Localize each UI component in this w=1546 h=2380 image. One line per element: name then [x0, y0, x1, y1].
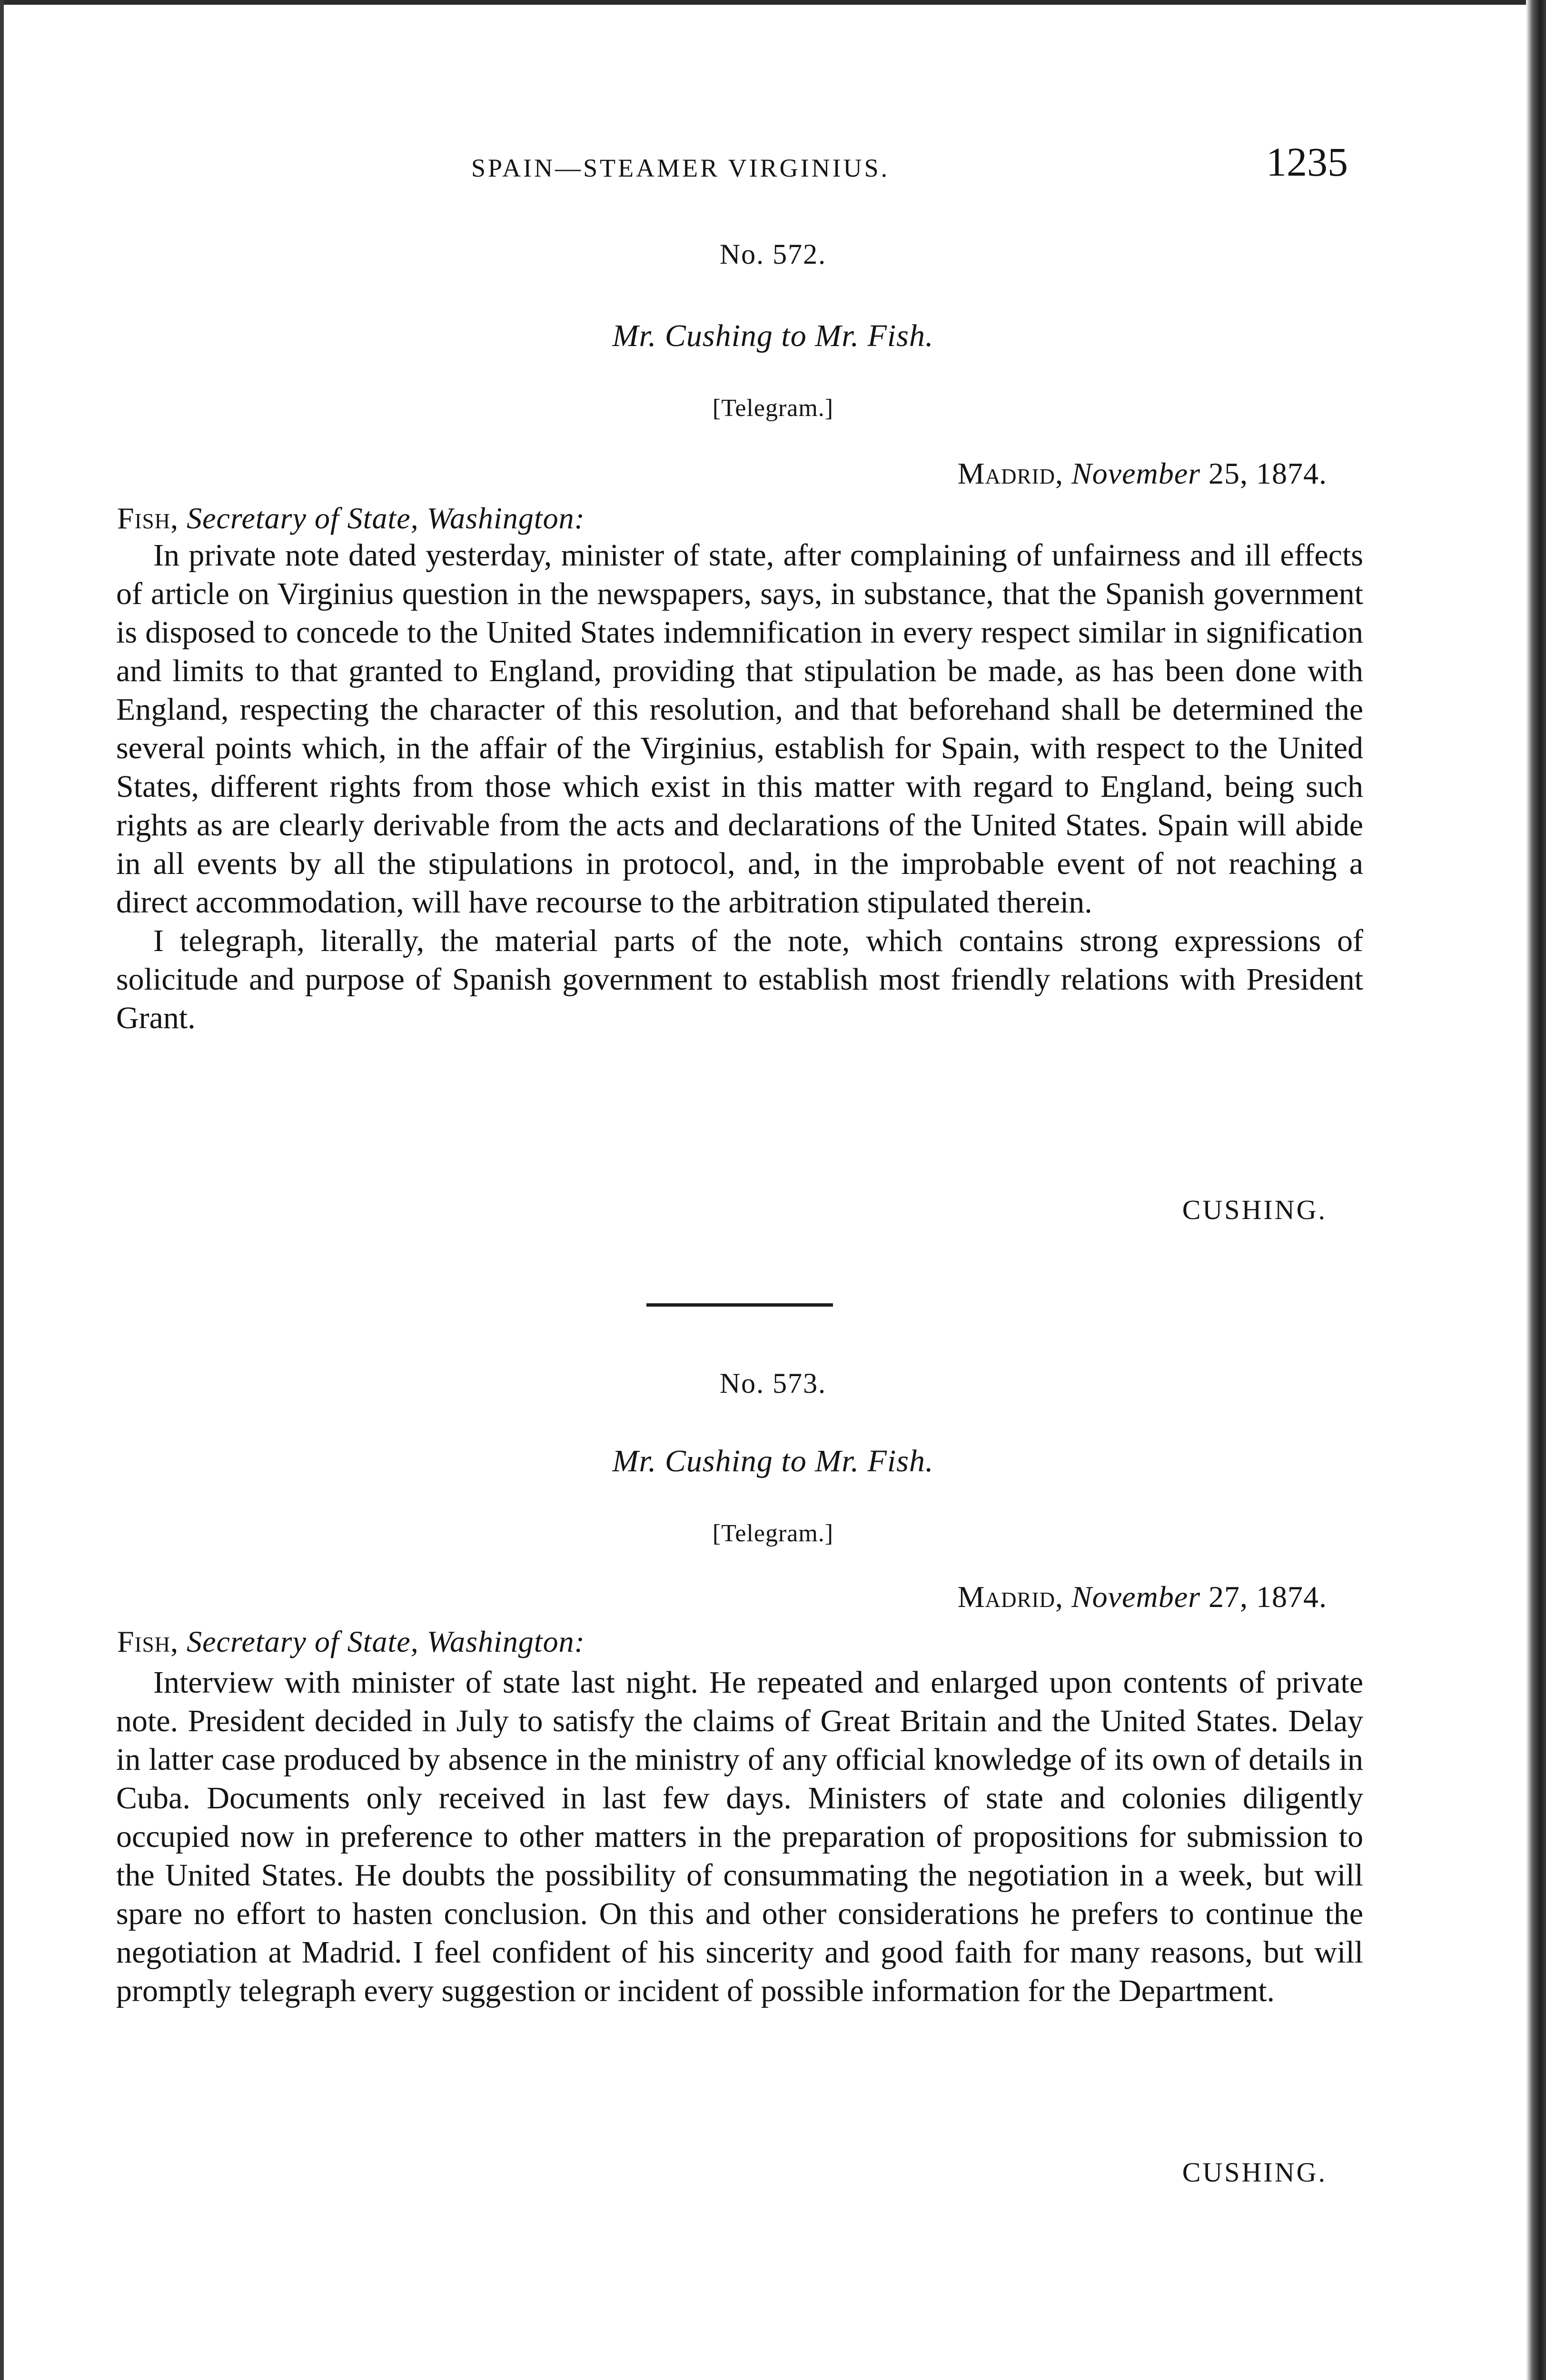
dateline-month: November: [1071, 1580, 1200, 1614]
page-top-edge: [0, 0, 1546, 5]
page-left-edge: [0, 0, 4, 2380]
section-separator: [646, 1303, 833, 1307]
page-number: 1235: [1266, 139, 1348, 185]
addressee-name: Fish,: [117, 1625, 179, 1658]
document-number: No. 572.: [719, 238, 827, 270]
document-body: [116, 1663, 1363, 2010]
addressee-city: Washington:: [426, 501, 585, 535]
running-title: SPAIN—STEAMER VIRGINIUS.: [471, 154, 890, 182]
addressee-name: Fish,: [117, 501, 179, 535]
body-paragraph: Interview with minister of state last night. He repeated and enlarged upon contents of private note. President decided in July to satisfy the claims of Great Britain and the United States. Delay in latter case produced by absence in the ministry of any official knowledge of its own of details in Cuba. Documents only received in last few days. Ministers of state and colonies diligently occupied now in preference to other matters in the preparation of propositions for submission to the United States. He doubts the possibility of consummating the negotiation in a week, but will spare no effort to hasten conclusion. On this and other considerations he prefers to continue the negotiation at Madrid. I feel confident of his sincerity and good faith for many reasons, but will promptly telegraph every suggestion or incident of possible information for the Department.: [116, 1665, 1363, 2008]
signature: CUSHING.: [1182, 2157, 1327, 2188]
dateline-month: November: [1071, 456, 1200, 490]
signature: CUSHING.: [1182, 1194, 1327, 1225]
document-heading: Mr. Cushing to Mr. Fish.: [612, 1444, 934, 1478]
addressee-title: Secretary of State,: [187, 501, 419, 535]
dateline-place: Madrid,: [957, 456, 1063, 490]
document-type: [Telegram.]: [712, 1520, 834, 1547]
document-heading: Mr. Cushing to Mr. Fish.: [612, 318, 934, 353]
dateline-day-year: 27, 1874.: [1209, 1580, 1327, 1614]
body-paragraph: I telegraph, literally, the material parts of the note, which contains strong expressions of solicitude and purpose of Spanish government to establish most friendly relations with President Grant.: [116, 923, 1363, 1035]
dateline: [958, 456, 1327, 491]
document-number: No. 573.: [719, 1368, 827, 1399]
body-paragraph: In private note dated yesterday, minister of state, after complaining of unfairness and ill effects of article on Virginius question in the newspapers, says, in substance, that the Spanish government is disposed to concede to the United States indemnification in every respect similar in signification and limits to that granted to England, providing that stipulation be made, as has been done with England, respecting the character of this resolution, and that beforehand shall be determined the several points which, in the affair of the Virginius, establish for Spain, with respect to the United States, different rights from those which exist in this matter with regard to England, being such rights as are clearly derivable from the acts and declarations of the United States. Spain will abide in all events by all the stipulations in protocol, and, in the improbable event of not reaching a direct accommodation, will have recourse to the arbitration stipulated therein.: [116, 538, 1363, 920]
book-spine-edge: [1526, 0, 1546, 2380]
document-type: [Telegram.]: [712, 395, 834, 422]
dateline-day-year: 25, 1874.: [1209, 456, 1327, 490]
dateline-place: Madrid,: [957, 1580, 1063, 1614]
document-body: [116, 536, 1363, 1037]
addressee: [117, 501, 585, 536]
dateline: [958, 1579, 1327, 1615]
addressee-title: Secretary of State,: [187, 1625, 419, 1658]
addressee-city: Washington:: [426, 1625, 585, 1658]
addressee: [117, 1624, 585, 1659]
